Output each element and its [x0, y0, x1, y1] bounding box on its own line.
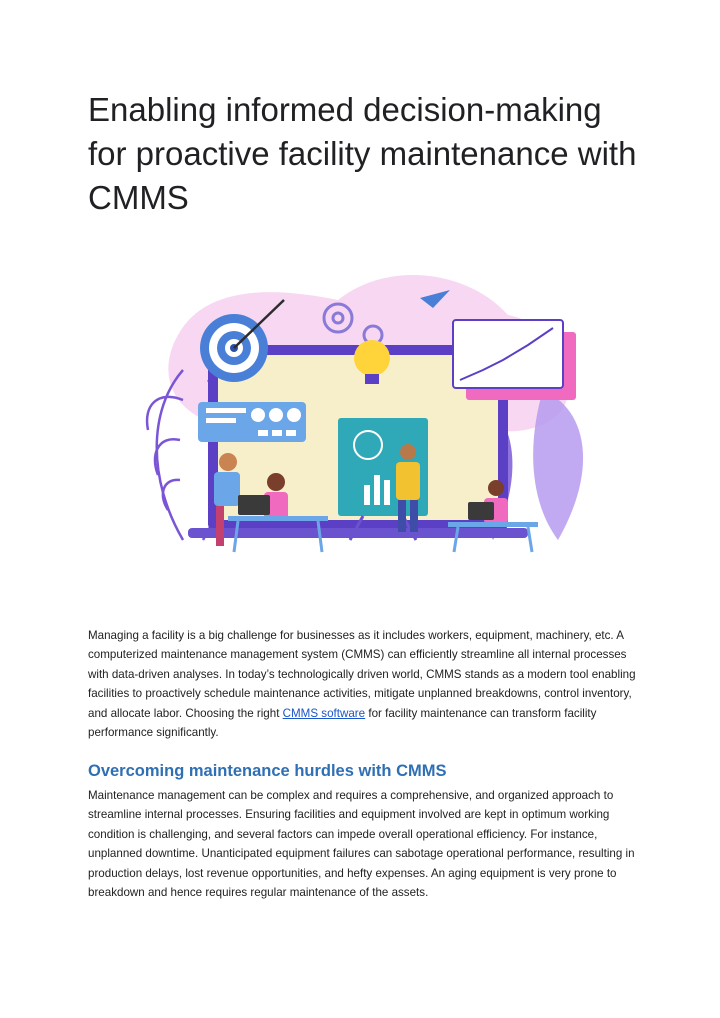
- page-title: Enabling informed decision-making for proactive facility maintenance with CMMS: [88, 91, 637, 216]
- chart-card-icon: [453, 320, 576, 400]
- intro-text-after: for facility maintenance can transform facility performance significantly.: [88, 706, 597, 740]
- cmms-software-link[interactable]: CMMS software: [282, 706, 366, 720]
- intro-paragraph: [88, 626, 636, 742]
- section-paragraph: Maintenance management can be complex and requires a comprehensive, and organized approach to streamline internal processes. Ensuring facilities and equipment involved are kept in optimum working condition is challenging, and several factors can impede overall operational efficiency. For instance, unplanned downtime. Unanticipated equipment failures can sabotage operational performance, resulting in production delays, lost revenue opportunities, and hefty expenses. An aging equipment is very prone to breakdown and hence requires regular maintenance of the assets.: [88, 789, 635, 900]
- section-heading: Overcoming maintenance hurdles with CMMS: [88, 762, 447, 780]
- progress-panel-icon: [198, 402, 306, 442]
- intro-text-before: Managing a facility is a big challenge for businesses as it includes workers, equipment, machinery, etc. A computerized maintenance management system (CMMS) can efficiently streamline all internal processes with data-driven analyses. In today’s technologically driven world, CMMS stands as a modern tool enabling facilities to proactively schedule maintenance activities, mitigate unplanned breakdowns, control inventory, and allocate labor. Choosing the right: [88, 629, 636, 720]
- laptop-base-shape: [188, 528, 528, 538]
- cmms-illustration: [88, 240, 632, 600]
